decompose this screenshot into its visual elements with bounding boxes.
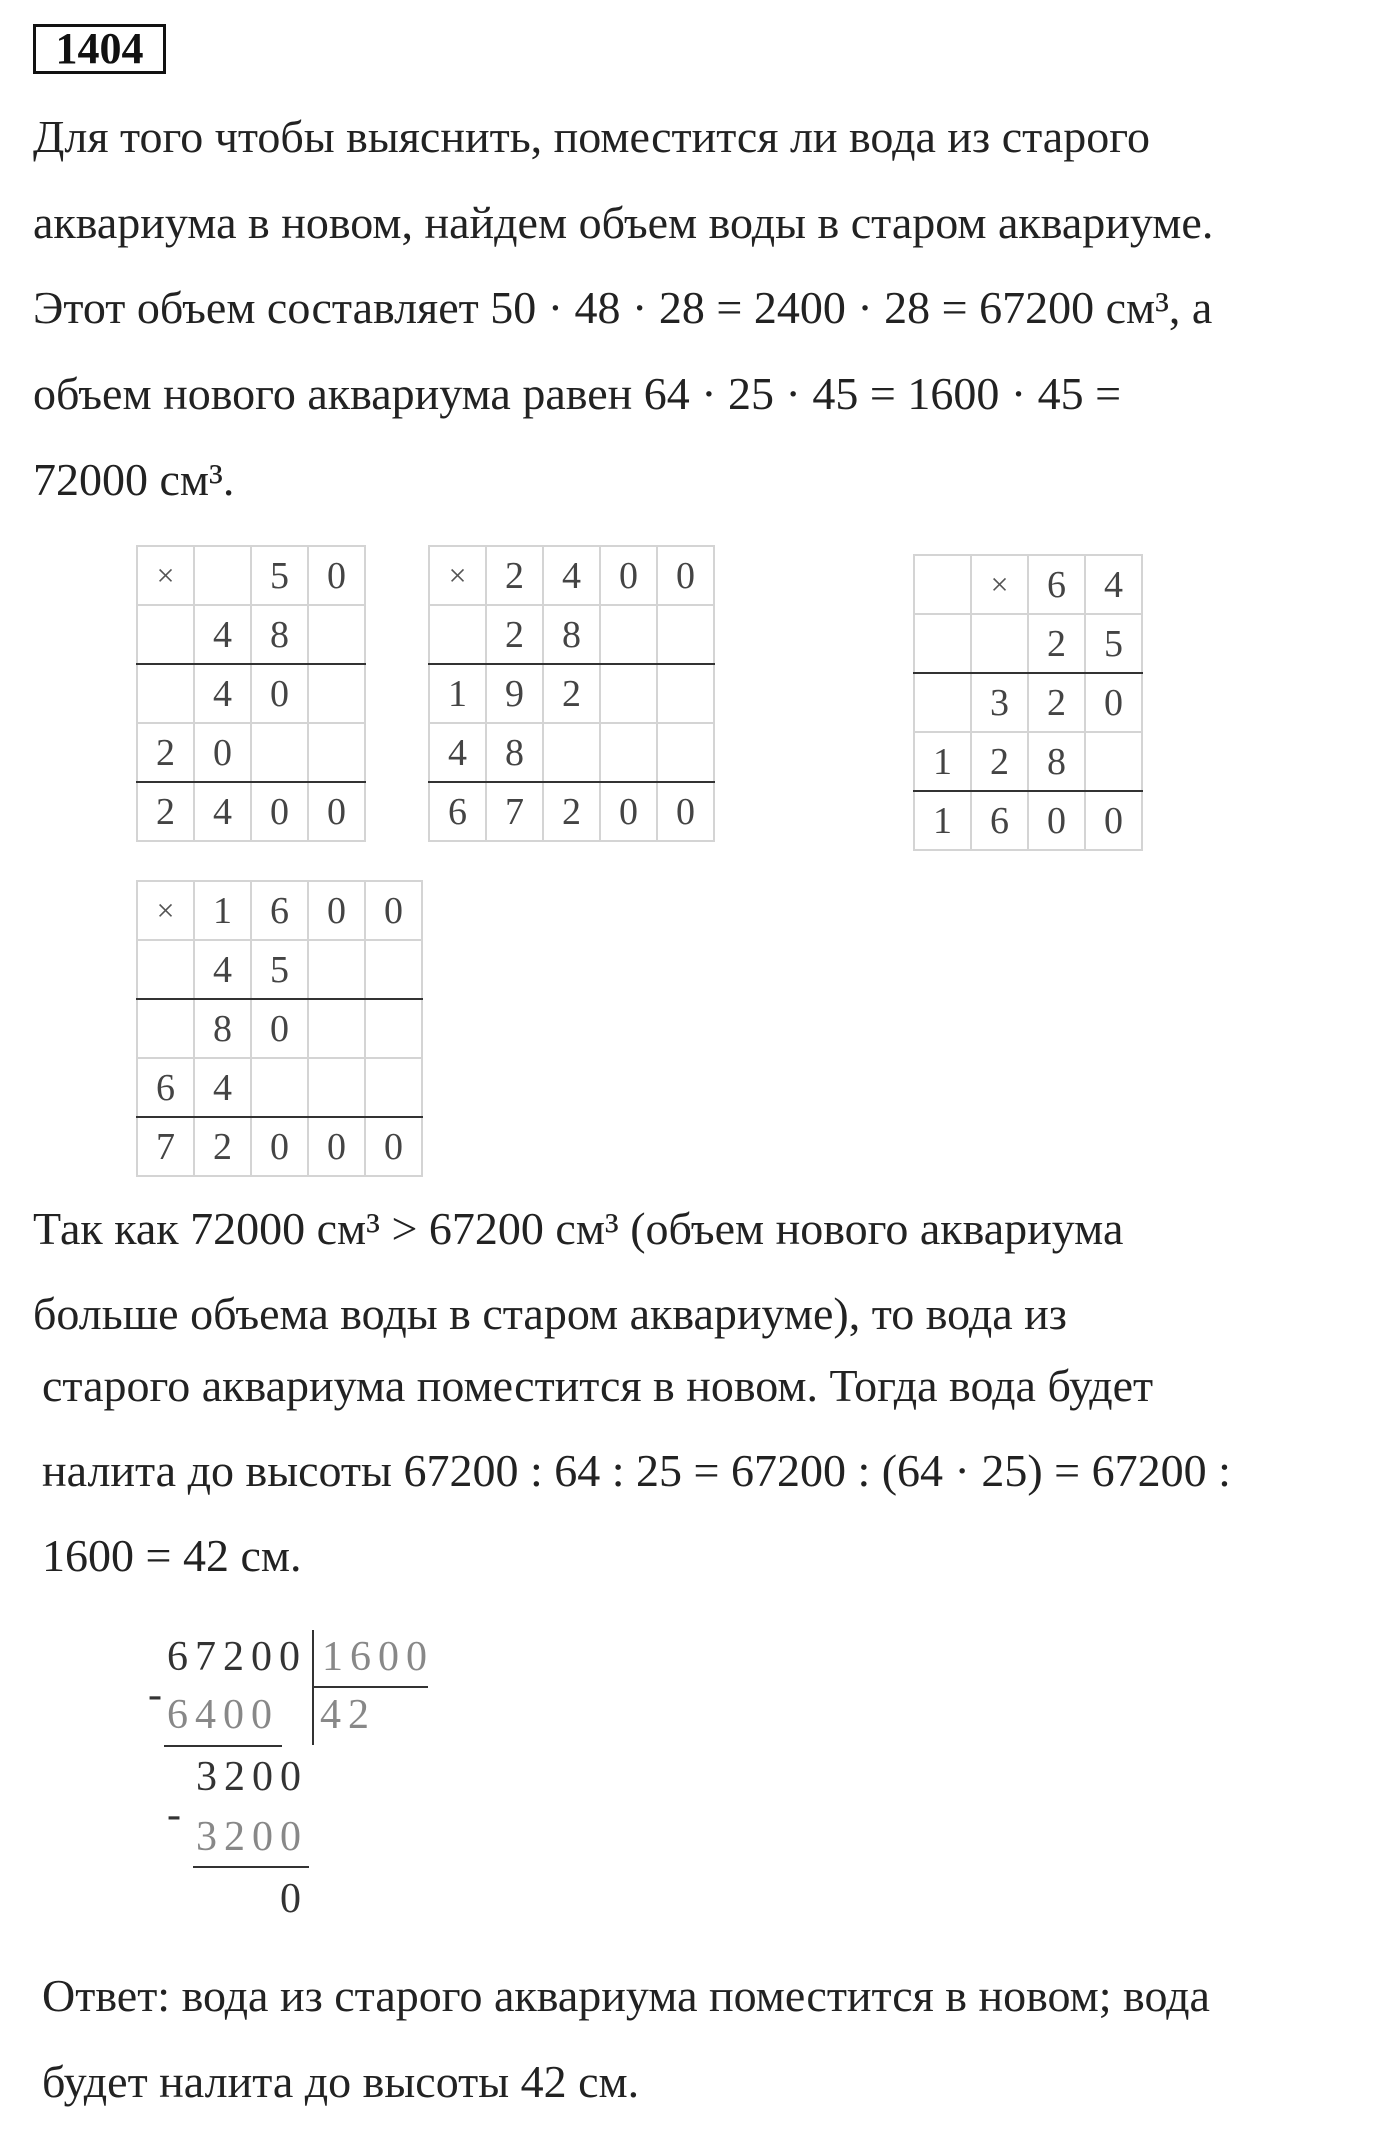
- grid-cell: [914, 614, 971, 673]
- grid-cell: [251, 1058, 308, 1117]
- grid-cell: [1085, 732, 1142, 791]
- grid-cell: [137, 999, 194, 1058]
- grid-cell: [365, 999, 422, 1058]
- grid-cell: [971, 614, 1028, 673]
- grid-cell: 8: [1028, 732, 1085, 791]
- grid-cell: 0: [657, 782, 714, 841]
- para1-line-1: Для того чтобы выяснить, поместится ли вода из старого: [33, 111, 1150, 162]
- grid-cell: 2: [486, 546, 543, 605]
- grid-cell: [137, 940, 194, 999]
- multiply-sign: ×: [429, 546, 486, 605]
- division-remainder-1: 3200: [196, 1754, 308, 1800]
- multiply-sign: ×: [137, 546, 194, 605]
- grid-cell: 8: [486, 723, 543, 782]
- grid-cell: 2: [1028, 614, 1085, 673]
- grid-cell: 2: [543, 664, 600, 723]
- grid-cell: [365, 1058, 422, 1117]
- grid-cell: 4: [194, 782, 251, 841]
- grid-cell: 2: [543, 782, 600, 841]
- grid-cell: 1: [914, 791, 971, 850]
- para2-line-1: Так как 72000 см³ > 67200 см³ (объем нового аквариума: [33, 1203, 1124, 1254]
- multiply-sign: ×: [971, 555, 1028, 614]
- division-dividend: 67200: [167, 1634, 307, 1680]
- grid-cell: 0: [251, 782, 308, 841]
- grid-cell: 4: [194, 664, 251, 723]
- grid-cell: 3: [971, 673, 1028, 732]
- grid-cell: [429, 605, 486, 664]
- para1-line-5: 72000 см³.: [33, 454, 235, 505]
- para2-line-4: налита до высоты 67200 : 64 : 25 = 67200 : (64 · 25) = 67200 :: [42, 1445, 1231, 1496]
- grid-cell: [308, 940, 365, 999]
- grid-cell: 1: [429, 664, 486, 723]
- para1-line-4: объем нового аквариума равен 64 · 25 · 45 = 1600 · 45 =: [33, 368, 1122, 419]
- grid-cell: 5: [251, 546, 308, 605]
- grid-cell: 6: [1028, 555, 1085, 614]
- grid-cell: 6: [971, 791, 1028, 850]
- grid-cell: 6: [137, 1058, 194, 1117]
- grid-cell: 6: [251, 881, 308, 940]
- para1-line-2: аквариума в новом, найдем объем воды в старом аквариуме.: [33, 197, 1214, 248]
- division-minus-1: -: [148, 1672, 162, 1718]
- division-line-1: [164, 1745, 282, 1747]
- grid-cell: [600, 664, 657, 723]
- grid-cell: 0: [1085, 791, 1142, 850]
- grid-cell: 9: [486, 664, 543, 723]
- answer-line-1: Ответ: вода из старого аквариума поместится в новом; вода: [42, 1970, 1210, 2021]
- grid-cell: [657, 723, 714, 782]
- grid-cell: [543, 723, 600, 782]
- division-subtrahend-1: 6400: [167, 1692, 279, 1738]
- grid-cell: [308, 605, 365, 664]
- division-line-2: [193, 1866, 309, 1868]
- grid-cell: 0: [365, 881, 422, 940]
- grid-cell: 4: [429, 723, 486, 782]
- grid-cell: 4: [1085, 555, 1142, 614]
- grid-cell: 0: [1085, 673, 1142, 732]
- grid-cell: 0: [251, 1117, 308, 1176]
- division-remainder-2: 0: [280, 1876, 308, 1922]
- grid-cell: [657, 664, 714, 723]
- grid-cell: 0: [600, 546, 657, 605]
- grid-cell: 0: [308, 782, 365, 841]
- multiplication-2400-28: [428, 545, 715, 842]
- grid-cell: 0: [1028, 791, 1085, 850]
- grid-cell: 0: [251, 664, 308, 723]
- grid-cell: 8: [251, 605, 308, 664]
- grid-cell: [308, 664, 365, 723]
- division-subtrahend-2: 3200: [196, 1814, 308, 1860]
- grid-cell: 0: [365, 1117, 422, 1176]
- grid-cell: [194, 546, 251, 605]
- grid-cell: 4: [194, 605, 251, 664]
- division-divisor-line: [312, 1686, 428, 1688]
- grid-cell: 1: [194, 881, 251, 940]
- grid-cell: [600, 605, 657, 664]
- grid-cell: 2: [194, 1117, 251, 1176]
- grid-cell: 5: [1085, 614, 1142, 673]
- grid-cell: 4: [194, 940, 251, 999]
- problem-number: 1404: [33, 24, 166, 74]
- grid-cell: [308, 723, 365, 782]
- grid-cell: [308, 999, 365, 1058]
- grid-cell: [914, 673, 971, 732]
- grid-cell: [600, 723, 657, 782]
- multiplication-1600-45: [136, 880, 423, 1177]
- grid-cell: [657, 605, 714, 664]
- grid-cell: 2: [971, 732, 1028, 791]
- grid-cell: [365, 940, 422, 999]
- grid-cell: 4: [543, 546, 600, 605]
- grid-cell: 7: [137, 1117, 194, 1176]
- grid-cell: 2: [1028, 673, 1085, 732]
- multiplication-50-48: [136, 545, 366, 842]
- grid-cell: 0: [600, 782, 657, 841]
- grid-cell: 2: [137, 723, 194, 782]
- grid-cell: [251, 723, 308, 782]
- division-divisor: 1600: [322, 1634, 434, 1680]
- grid-cell: 1: [914, 732, 971, 791]
- grid-cell: 8: [194, 999, 251, 1058]
- grid-cell: 6: [429, 782, 486, 841]
- grid-cell: [137, 664, 194, 723]
- grid-cell: [137, 605, 194, 664]
- grid-cell: 0: [308, 546, 365, 605]
- grid-cell: 8: [543, 605, 600, 664]
- grid-cell: 0: [308, 881, 365, 940]
- grid-cell: 0: [194, 723, 251, 782]
- division-minus-2: -: [167, 1792, 181, 1838]
- multiplication-64-25: [913, 554, 1143, 851]
- multiply-sign: ×: [137, 881, 194, 940]
- grid-cell: 7: [486, 782, 543, 841]
- grid-cell: [308, 1058, 365, 1117]
- para2-line-2: больше объема воды в старом аквариуме), то вода из: [33, 1288, 1067, 1339]
- para2-line-3: старого аквариума поместится в новом. Тогда вода будет: [42, 1360, 1154, 1411]
- grid-cell: 2: [137, 782, 194, 841]
- division-quotient: 42: [320, 1692, 376, 1738]
- grid-cell: 4: [194, 1058, 251, 1117]
- para1-line-3: Этот объем составляет 50 · 48 · 28 = 2400 · 28 = 67200 см³, а: [33, 282, 1213, 333]
- grid-cell: 2: [486, 605, 543, 664]
- grid-cell: 0: [251, 999, 308, 1058]
- grid-cell: 0: [657, 546, 714, 605]
- grid-cell: 5: [251, 940, 308, 999]
- para2-line-5: 1600 = 42 см.: [42, 1530, 302, 1581]
- grid-cell: [914, 555, 971, 614]
- grid-cell: 0: [308, 1117, 365, 1176]
- answer-line-2: будет налита до высоты 42 см.: [42, 2056, 640, 2107]
